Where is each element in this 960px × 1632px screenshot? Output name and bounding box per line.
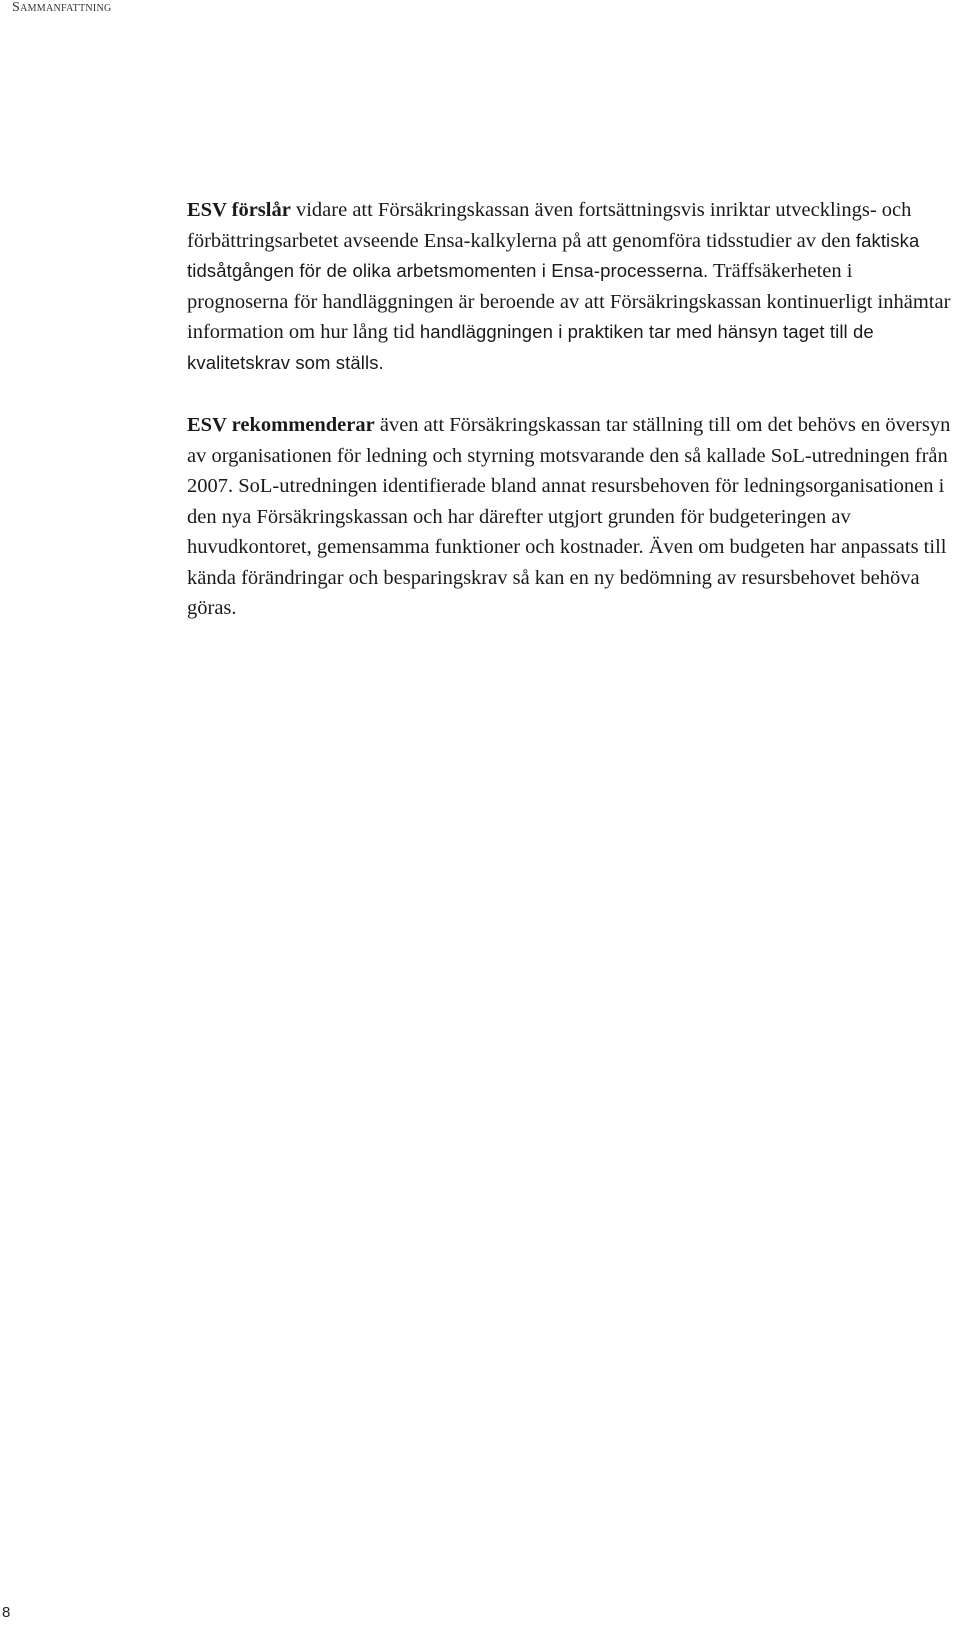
paragraph-esv-recommendation <box>187 410 957 624</box>
page-number: 8 <box>2 1604 11 1621</box>
running-header: Sammanfattning <box>12 0 112 15</box>
paragraph-text: även att Försäkringskassan tar ställning till om det behövs en översyn av organisationen för ledning och styrning motsvarande den så kallade SoL-utredningen från 2007. SoL-utredningen identifierade bland annat resursbehoven för ledningsorganisationen i den nya Försäkringskassan och har därefter utgjort grunden för budgeteringen av huvudkontoret, gemensamma funktioner och kostnader. Även om budgeten har anpassats till kända förändringar och besparingskrav så kan en ny bedömning av resursbehovet behöva göras. <box>187 414 951 619</box>
paragraph-text-sans: faktiska tidsåtgången för de olika arbetsmomenten i Ensa-processerna. <box>187 229 920 281</box>
paragraph-lead: ESV rekommenderar <box>187 414 375 436</box>
paragraph-text-sans: handläggningen i praktiken tar med hänsyn taget till de kvalitetskrav som ställs. <box>187 321 874 373</box>
paragraph-esv-proposal <box>187 195 957 378</box>
paragraph-text: vidare att Försäkringskassan även fortsättningsvis inriktar utvecklings- och förbättringsarbetet avseende Ensa-kalkylerna på att genomföra tidsstudier av den <box>187 199 912 252</box>
paragraph-lead: ESV förslår <box>187 199 291 221</box>
paragraph-text: Träffsäkerheten i prognoserna för handläggningen är beroende av att Försäkringskassan kontinuerligt inhämtar information om hur lång tid <box>187 260 951 343</box>
